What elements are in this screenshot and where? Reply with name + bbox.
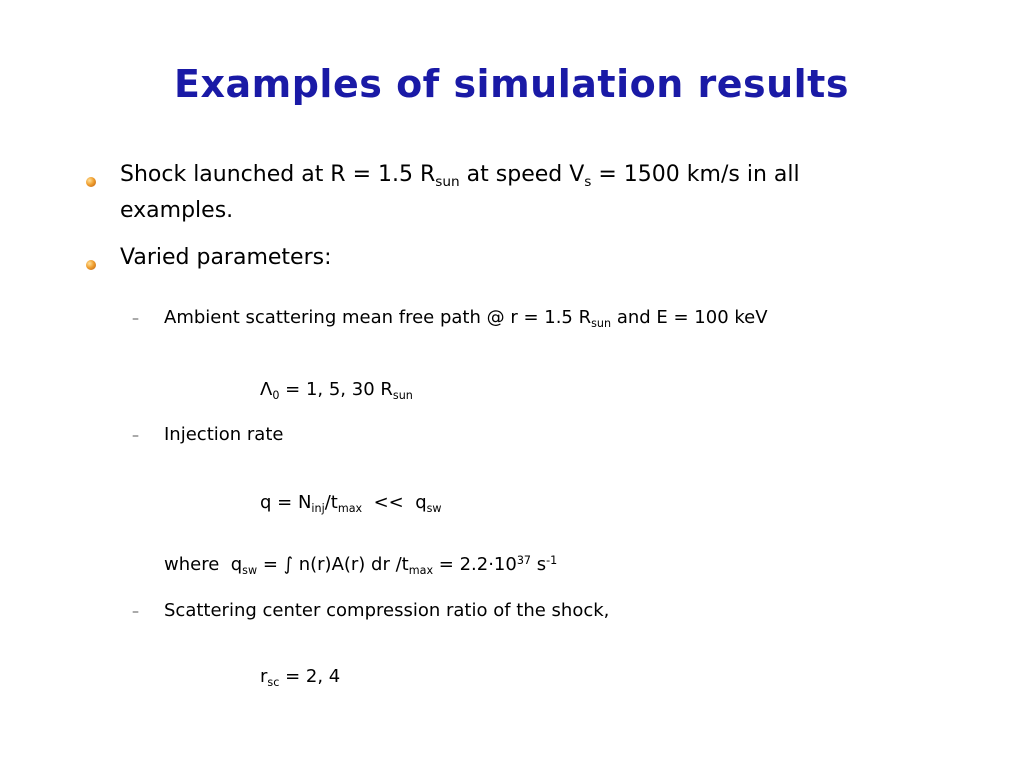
slide-title: Examples of simulation results bbox=[174, 62, 849, 106]
dash-icon: – bbox=[132, 311, 139, 327]
formula-compression-ratio: $r_{sc} = 2$, 4 bbox=[260, 666, 341, 689]
formula-where: where $q_{sw}$ = ∫ n(r)A(r) dr $/t_{max} = 2.2\cdot 10^{37}$ $s^{-1}$ bbox=[164, 553, 558, 577]
bullet-varied-parameters: Varied parameters: bbox=[120, 245, 332, 270]
bullet-icon bbox=[86, 177, 96, 187]
sub-item-injection: Injection rate bbox=[164, 424, 284, 445]
sub-item-scattering: Ambient scattering mean free path @ r = 1.5 $R_{sun}$ and E = 100 keV bbox=[164, 307, 768, 330]
bullet-shock-launch: Shock launched at R = 1.5 $R_{sun}$ at speed $V_s = 1500$ km/s in all examples. bbox=[120, 162, 800, 223]
formula-injection-rate: $q = N_{inj}/t_{max} << q_{sw}$ bbox=[260, 492, 442, 515]
dash-icon: – bbox=[132, 428, 139, 444]
formula-lambda: $\Lambda_0 = 1$, 5, 30 $R_{sun}$ bbox=[260, 379, 413, 402]
bullet-icon bbox=[86, 260, 96, 270]
sub-item-compression: Scattering center compression ratio of the shock, bbox=[164, 600, 610, 621]
dash-icon: – bbox=[132, 604, 139, 620]
